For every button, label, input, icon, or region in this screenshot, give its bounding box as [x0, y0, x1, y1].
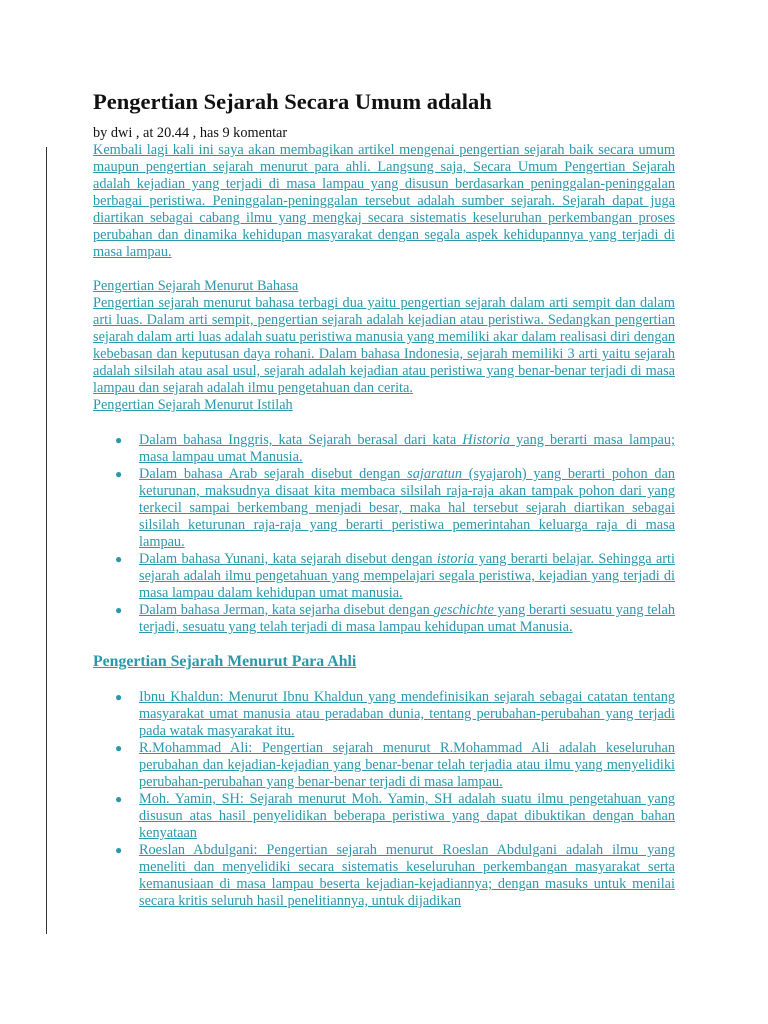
bullet-icon: ● — [115, 552, 123, 566]
item-text: Dalam bahasa Inggris, kata Sejarah berasal dari kata — [139, 432, 463, 448]
list-item[interactable] — [93, 740, 675, 791]
bahasa-text[interactable]: Pengertian sejarah menurut bahasa terbagi dua yaitu pengertian sejarah dalam arti sempit dan dalam arti luas. Dalam arti sempit, pengertian sejarah adalah kejadian atau peristiwa. Sedangkan pengertian sejarah dalam arti luas adalah suatu peristiwa manusia yang memiliki akar dalam realisasi diri dengan kebebasan dan keputusan daya rohani. Dalam bahasa Indonesia, sejarah memiliki 3 arti yaitu sejarah adalah silsilah atau asal usul, sejarah adalah kejadian atau peristiwa yang benar-benar terjadi di masa lampau dan sejarah adalah ilmu pengetahuan dan cerita. — [93, 295, 675, 396]
section-bahasa — [93, 278, 675, 414]
bahasa-heading-wrap[interactable] — [93, 278, 675, 295]
bullet-icon: ● — [115, 603, 123, 617]
istilah-item-link[interactable] — [139, 602, 675, 635]
list-item[interactable] — [93, 791, 675, 842]
istilah-item-link[interactable] — [139, 432, 675, 465]
list-item[interactable] — [93, 432, 675, 466]
istilah-heading[interactable]: Pengertian Sejarah Menurut Istilah — [93, 397, 293, 413]
istilah-item-link[interactable] — [139, 466, 675, 550]
list-item[interactable] — [93, 689, 675, 740]
page-title: Pengertian Sejarah Secara Umum adalah — [93, 89, 492, 114]
item-text: yang berarti belajar. Sehingga arti sejarah adalah ilmu pengetahuan yang mempelajari segala peristiwa, kejadian yang terjadi di masa lampau dalam kehidupan umat manusia. — [139, 551, 675, 601]
istilah-item-link[interactable] — [139, 551, 675, 601]
item-text: yang berarti sesuatu yang telah terjadi, sesuatu yang telah terjadi di masa lampau kehidupan umat Manusia. — [139, 602, 675, 635]
bahasa-heading[interactable]: Pengertian Sejarah Menurut Bahasa — [93, 278, 299, 294]
ahli-list — [93, 689, 675, 910]
istilah-heading-wrap[interactable] — [93, 397, 675, 414]
ahli-heading[interactable]: Pengertian Sejarah Menurut Para Ahli — [93, 653, 357, 670]
item-text: Dalam bahasa Arab sejarah disebut dengan — [139, 466, 408, 482]
item-term: istoria — [436, 551, 475, 567]
ahli-item-link[interactable]: R.Mohammad Ali: Pengertian sejarah menurut R.Mohammad Ali adalah keseluruhan perubahan dan kejadian-kejadian yang benar-benar telah terjadia atau ilmu yang menyelidiki perubahan-perubahan yang benar-benar terjadi di masa lampau. — [139, 740, 675, 790]
item-text: Dalam bahasa Jerman, kata sejarha disebut dengan — [139, 602, 434, 618]
list-item[interactable] — [93, 842, 675, 910]
item-term: sajaratun — [407, 466, 462, 482]
item-text: yang berarti masa lampau; masa lampau umat Manusia. — [139, 432, 675, 465]
list-item[interactable] — [93, 602, 675, 636]
bullet-icon: ● — [115, 843, 123, 857]
list-item[interactable] — [93, 551, 675, 602]
ahli-item-link[interactable]: Roeslan Abdulgani: Pengertian sejarah menurut Roeslan Abdulgani adalah ilmu yang meneliti dan menyelidiki secara sistematis keseluruhan perkembangan masyarakat serta kemanusiaan di masa lampau beserta kejadian-kejadiannya; dengan masuks untuk menilai secara kritis seluruh hasil penelitiannya, untuk dijadikan — [139, 842, 675, 909]
item-text: (syajaroh) yang berarti pohon dan keturunan, maksudnya disaat kita membaca silsilah raja-raja akan tampak pohon dari yang terkecil sampai berkembang menjadi besar, maka hal tersebut sejarah diartikan sebagai silsilah keturunan raja-raja yang berarti peristiwa pemerintahan keluarga raja di masa lampau. — [139, 466, 675, 550]
bullet-icon: ● — [115, 433, 123, 447]
bullet-icon: ● — [115, 792, 123, 806]
bullet-icon: ● — [115, 467, 123, 481]
item-term: geschichte — [433, 602, 494, 618]
document-page — [93, 88, 675, 910]
intro-link[interactable]: Kembali lagi kali ini saya akan membagikan artikel mengenai pengertian sejarah baik secara umum maupun pengertian sejarah menurut para ahli. Langsung saja, Secara Umum Pengertian Sejarah adalah kejadian yang terjadi di masa lampau yang disusun berdasarkan peninggalan-peninggalan berbagai peristiwa. Peninggalan-peninggalan tersebut adalah sumber sejarah. Sejarah dapat juga diartikan sebagai cabang ilmu yang mengkaj secara sistematis keseluruhan perkembangan proses perubahan dan dinamika kehidupan masyarakat dengan segala aspek kehidupannya yang terjadi di masa lampau. — [93, 142, 675, 260]
list-item[interactable] — [93, 466, 675, 551]
intro-paragraph[interactable] — [93, 142, 675, 261]
byline: by dwi , at 20.44 , has 9 komentar — [93, 125, 288, 141]
ahli-item-link[interactable]: Moh. Yamin, SH: Sejarah menurut Moh. Yamin, SH adalah suatu ilmu pengetahuan yang disusun atas hasil penyelidikan beberapa peristiwa yang dapat dibuktikan dengan bahan kenyataan — [139, 791, 675, 841]
item-term: Historia — [462, 432, 510, 448]
istilah-list — [93, 432, 675, 636]
ahli-item-link[interactable]: Ibnu Khaldun: Menurut Ibnu Khaldun yang mendefinisikan sejarah sebagai catatan tentang masyarakat umat manusia atau peradaban dunia, tentang perubahan-perubahan yang terjadi pada watak masyarakat itu. — [139, 689, 675, 739]
margin-rule — [46, 147, 47, 934]
bullet-icon: ● — [115, 690, 123, 704]
bullet-icon: ● — [115, 741, 123, 755]
item-text: Dalam bahasa Yunani, kata sejarah disebut dengan — [139, 551, 437, 567]
bahasa-text-wrap[interactable] — [93, 295, 675, 397]
